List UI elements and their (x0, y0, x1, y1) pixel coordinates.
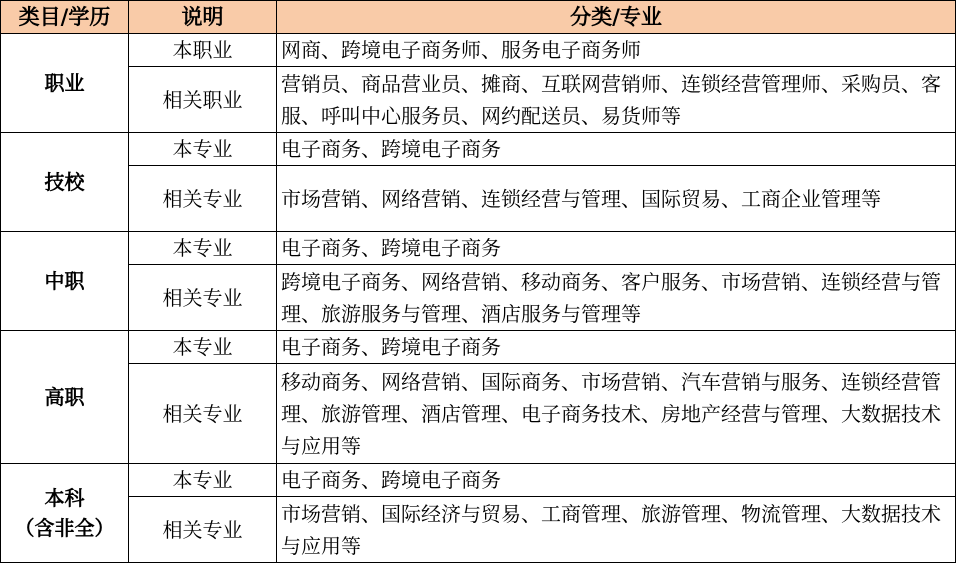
table-row (1, 497, 956, 563)
description-cell: 本专业 (129, 133, 277, 166)
specialty-cell: 电子商务、跨境电子商务 (277, 133, 956, 166)
category-cell: 技校 (1, 133, 129, 232)
description-cell: 相关专业 (129, 166, 277, 232)
specialty-cell: 电子商务、跨境电子商务 (277, 232, 956, 265)
header-specialty: 分类/专业 (277, 1, 956, 34)
description-cell: 相关专业 (129, 364, 277, 464)
description-cell: 相关专业 (129, 497, 277, 563)
table-row (1, 232, 956, 265)
table-row (1, 34, 956, 67)
table-row (1, 265, 956, 331)
table-row (1, 464, 956, 497)
specialty-cell: 营销员、商品营业员、摊商、互联网营销师、连锁经营管理师、采购员、客服、呼叫中心服务员、网约配送员、易货师等 (277, 67, 956, 133)
specialty-cell: 移动商务、网络营销、国际商务、市场营销、汽车营销与服务、连锁经营管理、旅游管理、酒店管理、电子商务技术、房地产经营与管理、大数据技术与应用等 (277, 364, 956, 464)
table-row (1, 331, 956, 364)
table-row (1, 67, 956, 133)
category-label: 本科 (44, 486, 85, 510)
description-cell: 本专业 (129, 464, 277, 497)
category-cell (1, 464, 129, 563)
header-category: 类目/学历 (1, 1, 129, 34)
description-cell: 相关专业 (129, 265, 277, 331)
table-row (1, 166, 956, 232)
description-cell: 本专业 (129, 232, 277, 265)
category-cell: 职业 (1, 34, 129, 133)
specialty-cell: 电子商务、跨境电子商务 (277, 464, 956, 497)
specialty-cell: 市场营销、网络营销、连锁经营与管理、国际贸易、工商企业管理等 (277, 166, 956, 232)
specialty-cell: 网商、跨境电子商务师、服务电子商务师 (277, 34, 956, 67)
header-description: 说明 (129, 1, 277, 34)
table-row (1, 133, 956, 166)
description-cell: 相关职业 (129, 67, 277, 133)
description-cell: 本职业 (129, 34, 277, 67)
description-cell: 本专业 (129, 331, 277, 364)
header-row (1, 1, 956, 34)
category-cell: 高职 (1, 331, 129, 464)
specialty-cell: 跨境电子商务、网络营销、移动商务、客户服务、市场营销、连锁经营与管理、旅游服务与管理、酒店服务与管理等 (277, 265, 956, 331)
category-cell: 中职 (1, 232, 129, 331)
specialty-cell: 市场营销、国际经济与贸易、工商管理、旅游管理、物流管理、大数据技术与应用等 (277, 497, 956, 563)
category-note: （含非全） (14, 516, 115, 540)
table-row (1, 364, 956, 464)
specialty-cell: 电子商务、跨境电子商务 (277, 331, 956, 364)
